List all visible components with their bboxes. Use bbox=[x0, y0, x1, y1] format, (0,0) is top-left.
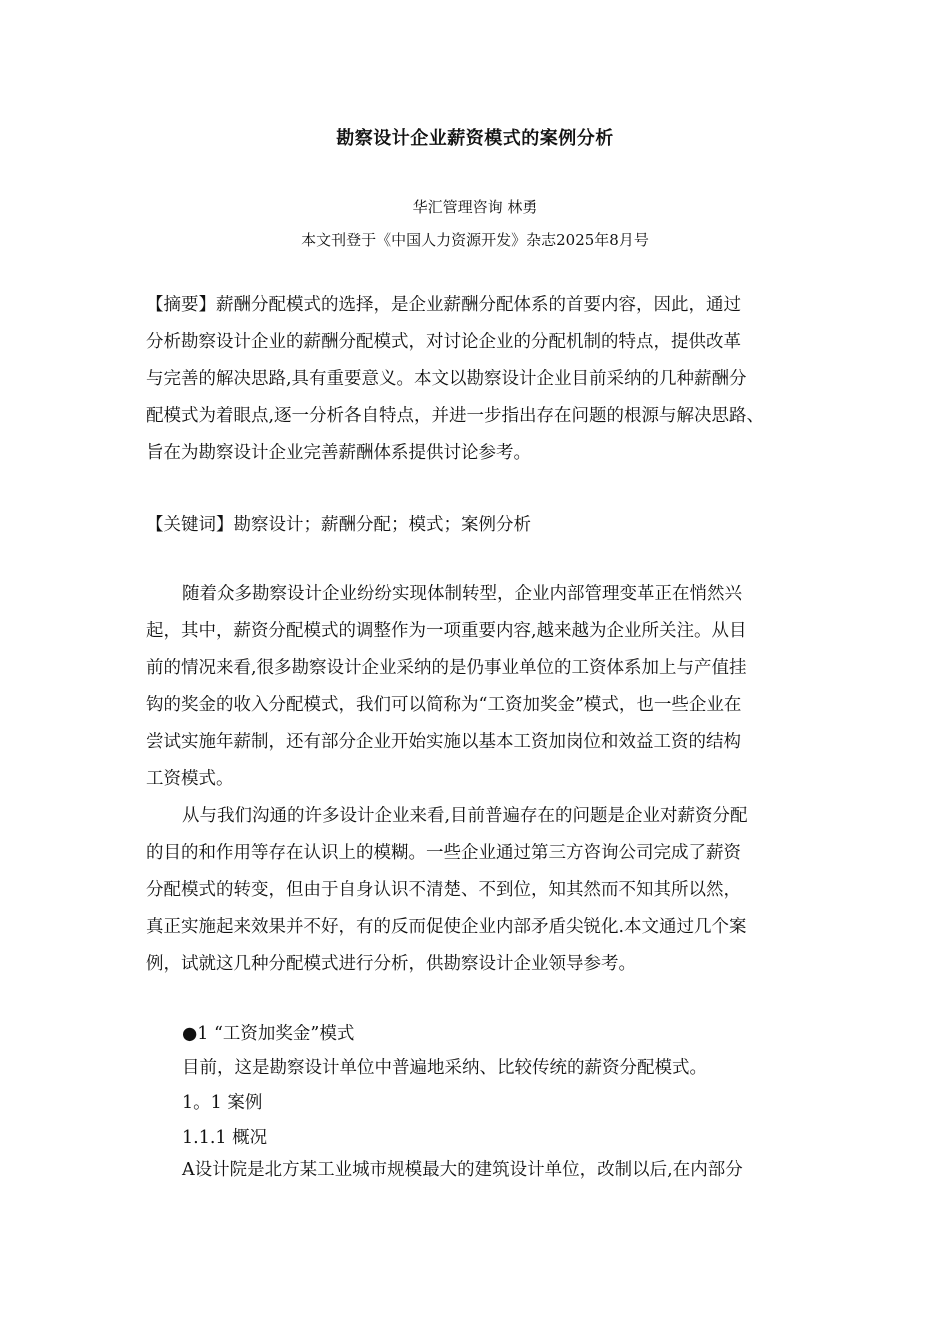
subsubsection-heading: 1.1.1 概况 bbox=[182, 1128, 268, 1148]
paragraph-line: 随着众多勘察设计企业纷纷实现体制转型，企业内部管理变革正在悄然兴 bbox=[182, 584, 742, 604]
document-title: 勘察设计企业薪资模式的案例分析 bbox=[336, 128, 614, 149]
abstract-line: 与完善的解决思路,具有重要意义。本文以勘察设计企业目前采纳的几种薪酬分 bbox=[146, 369, 747, 389]
paragraph-line: 例，试就这几种分配模式进行分析，供勘察设计企业领导参考。 bbox=[146, 954, 636, 974]
paragraph-line: 的目的和作用等存在认识上的模糊。一些企业通过第三方咨询公司完成了薪资 bbox=[146, 843, 741, 863]
keywords-line: 【关键词】勘察设计；薪酬分配；模式；案例分析 bbox=[146, 515, 531, 535]
paragraph-line: A设计院是北方某工业城市规模最大的建筑设计单位，改制以后,在内部分 bbox=[182, 1160, 743, 1180]
section-heading: ●1 “工资加奖金”模式 bbox=[182, 1024, 355, 1044]
abstract-line: 分析勘察设计企业的薪酬分配模式，对讨论企业的分配机制的特点，提供改革 bbox=[146, 332, 741, 352]
paragraph-line: 钩的奖金的收入分配模式，我们可以简称为“工资加奖金”模式，也一些企业在 bbox=[146, 695, 742, 715]
paragraph-line: 分配模式的转变，但由于自身认识不清楚、不到位，知其然而不知其所以然， bbox=[146, 880, 741, 900]
paragraph-line: 从与我们沟通的许多设计企业来看,目前普遍存在的问题是企业对薪资分配 bbox=[182, 806, 748, 826]
subsection-heading: 1。1 案例 bbox=[182, 1093, 263, 1113]
paragraph-line: 前的情况来看,很多勘察设计企业采纳的是仍事业单位的工资体系加上与产值挂 bbox=[146, 658, 747, 678]
source-line: 本文刊登于《中国人力资源开发》杂志2025年8月号 bbox=[301, 231, 649, 249]
author-line: 华汇管理咨询 林勇 bbox=[412, 198, 538, 216]
paragraph-line: 真正实施起来效果并不好，有的反而促使企业内部矛盾尖锐化.本文通过几个案 bbox=[146, 917, 747, 937]
abstract-line: 【摘要】薪酬分配模式的选择，是企业薪酬分配体系的首要内容，因此，通过 bbox=[146, 295, 741, 315]
abstract-line: 旨在为勘察设计企业完善薪酬体系提供讨论参考。 bbox=[146, 443, 531, 463]
abstract-line: 配模式为着眼点,逐一分析各自特点，并进一步指出存在问题的根源与解决思路、 bbox=[146, 406, 765, 426]
paragraph-line: 工资模式。 bbox=[146, 769, 234, 789]
paragraph-line: 起，其中，薪资分配模式的调整作为一项重要内容,越来越为企业所关注。从目 bbox=[146, 621, 747, 641]
paragraph-line: 尝试实施年薪制，还有部分企业开始实施以基本工资加岗位和效益工资的结构 bbox=[146, 732, 741, 752]
section-intro: 目前，这是勘察设计单位中普遍地采纳、比较传统的薪资分配模式。 bbox=[182, 1058, 707, 1078]
